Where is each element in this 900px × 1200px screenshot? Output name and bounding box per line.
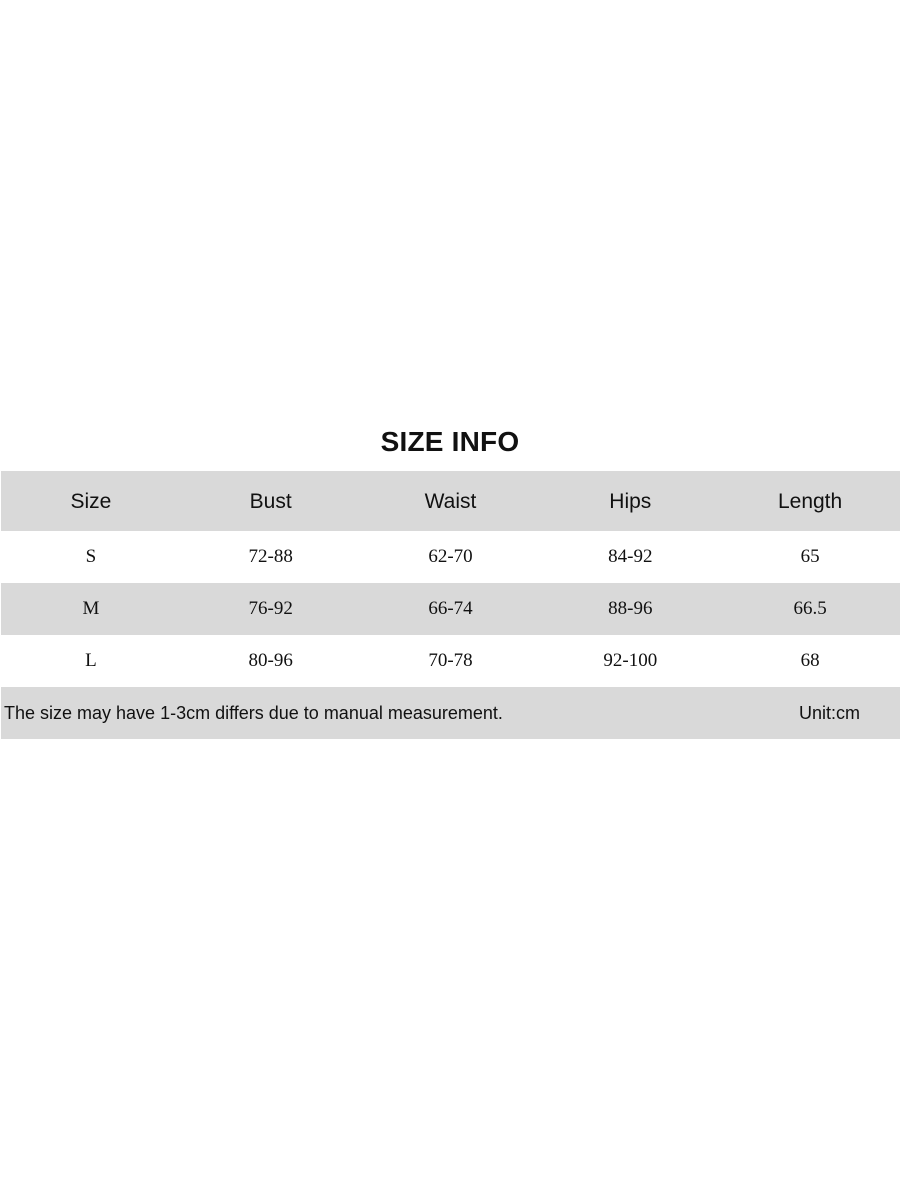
table-row <box>1 583 900 635</box>
header-size: Size <box>70 490 112 513</box>
cell-hips: 84-92 <box>608 546 653 567</box>
size-table <box>1 471 900 687</box>
header-bust: Bust <box>249 490 292 513</box>
cell-size: L <box>85 650 97 671</box>
table-header-row <box>1 471 900 531</box>
header-waist: Waist <box>424 490 477 513</box>
header-hips: Hips <box>609 490 652 513</box>
cell-bust: 80-96 <box>248 650 293 671</box>
measurement-note: The size may have 1-3cm differs due to manual measurement. <box>4 703 503 723</box>
cell-hips: 92-100 <box>603 650 658 671</box>
cell-length: 65 <box>800 546 820 567</box>
cell-bust: 76-92 <box>248 598 293 619</box>
cell-waist: 70-78 <box>428 650 473 671</box>
cell-size: M <box>82 598 100 619</box>
cell-waist: 62-70 <box>428 546 473 567</box>
unit-label: Unit:cm <box>798 703 860 723</box>
cell-hips: 88-96 <box>608 598 653 619</box>
header-length: Length <box>777 490 843 513</box>
page-title: SIZE INFO <box>380 426 520 457</box>
footer-note-row <box>1 687 900 739</box>
cell-waist: 66-74 <box>428 598 473 619</box>
cell-bust: 72-88 <box>248 546 293 567</box>
cell-size: S <box>85 546 97 567</box>
cell-length: 68 <box>800 650 820 671</box>
table-row <box>1 635 900 687</box>
table-row <box>1 531 900 583</box>
cell-length: 66.5 <box>793 598 827 619</box>
